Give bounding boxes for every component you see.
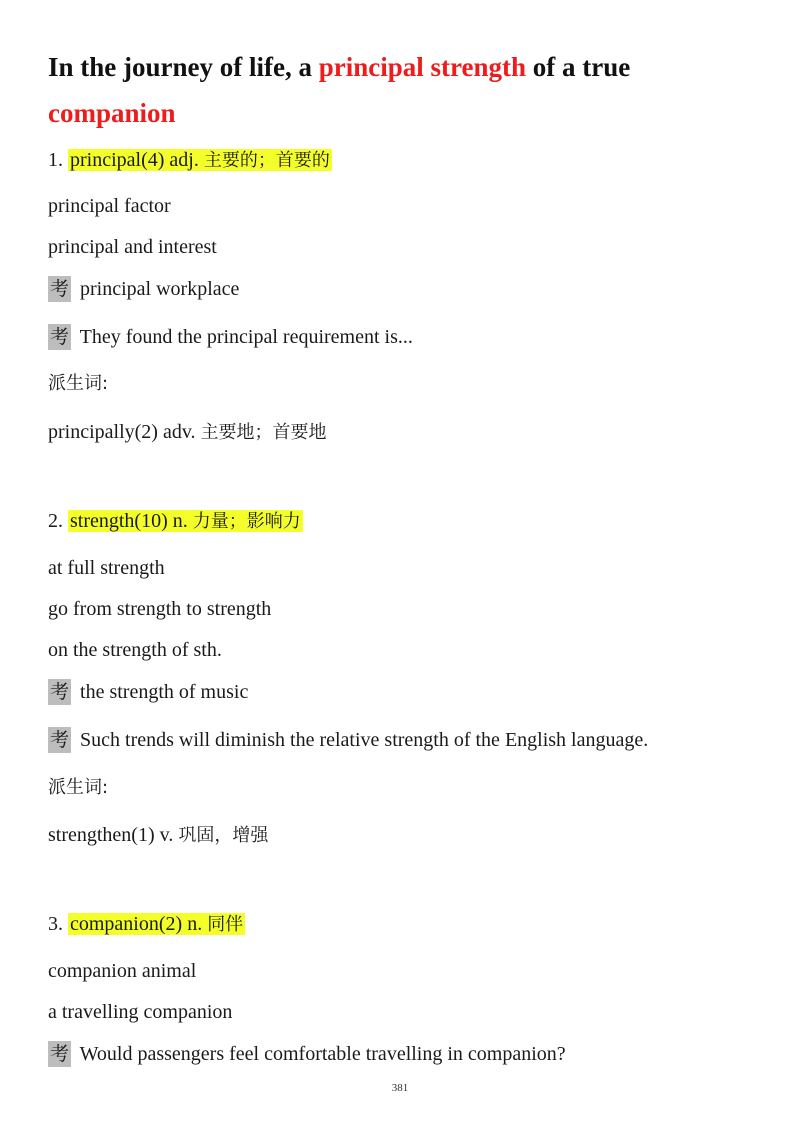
headword: principal(4) adj. [70, 149, 204, 171]
exam-marker: 考 [50, 729, 70, 751]
derived-word: principally(2) adv. [48, 421, 201, 443]
entry-number: 1. [48, 149, 68, 171]
headword-meaning: 同伴 [207, 914, 244, 935]
exam-line [48, 727, 648, 753]
exam-marker: 考 [50, 278, 70, 300]
phrase-line: a travelling companion [48, 1001, 233, 1023]
headword: companion(2) n. [70, 913, 208, 935]
exam-line [48, 1041, 566, 1067]
exam-text: They found the principal requirement is... [75, 326, 413, 348]
phrase-line: go from strength to strength [48, 598, 272, 620]
exam-line [48, 679, 248, 705]
derived-label: 派生词: [48, 777, 109, 798]
headword: strength(10) n. [70, 510, 193, 532]
page-number: 381 [391, 1082, 409, 1094]
exam-marker: 考 [50, 1043, 70, 1065]
phrase-line: companion animal [48, 960, 197, 982]
phrase-line: at full strength [48, 557, 165, 579]
exam-line [48, 324, 413, 350]
entry-2-heading [48, 508, 303, 535]
title-text-2: of a true [526, 52, 631, 82]
derived-word-line [48, 822, 268, 849]
derived-meaning: 主要地；首要地 [200, 422, 327, 443]
derived-label: 派生词: [48, 373, 109, 394]
headword-highlight [68, 149, 332, 171]
entry-1-heading [48, 147, 332, 174]
exam-marker: 考 [50, 681, 70, 703]
page-title [48, 44, 768, 136]
phrase-line: principal and interest [48, 236, 217, 258]
exam-text: the strength of music [75, 681, 249, 703]
headword-meaning: 主要的；首要的 [203, 150, 330, 171]
entry-3-heading [48, 911, 245, 938]
derived-word-line [48, 419, 327, 446]
phrase-line: on the strength of sth. [48, 639, 222, 661]
headword-highlight [68, 913, 245, 935]
headword-meaning: 力量；影响力 [192, 511, 301, 532]
exam-text: Would passengers feel comfortable travelling in companion? [75, 1043, 566, 1065]
headword-highlight [68, 510, 303, 532]
title-highlight-1: principal strength [318, 52, 527, 82]
phrase-line: principal factor [48, 195, 171, 217]
exam-text: Such trends will diminish the relative strength of the English language. [75, 729, 649, 751]
entry-number: 2. [48, 510, 68, 532]
derived-word: strengthen(1) v. [48, 824, 179, 846]
exam-text: principal workplace [75, 278, 240, 300]
title-highlight-2: companion [48, 98, 176, 128]
derived-meaning: 巩固，增强 [178, 825, 269, 846]
exam-marker: 考 [50, 326, 70, 348]
title-text-1: In the journey of life, a [48, 52, 319, 82]
entry-number: 3. [48, 913, 68, 935]
exam-line [48, 276, 239, 302]
